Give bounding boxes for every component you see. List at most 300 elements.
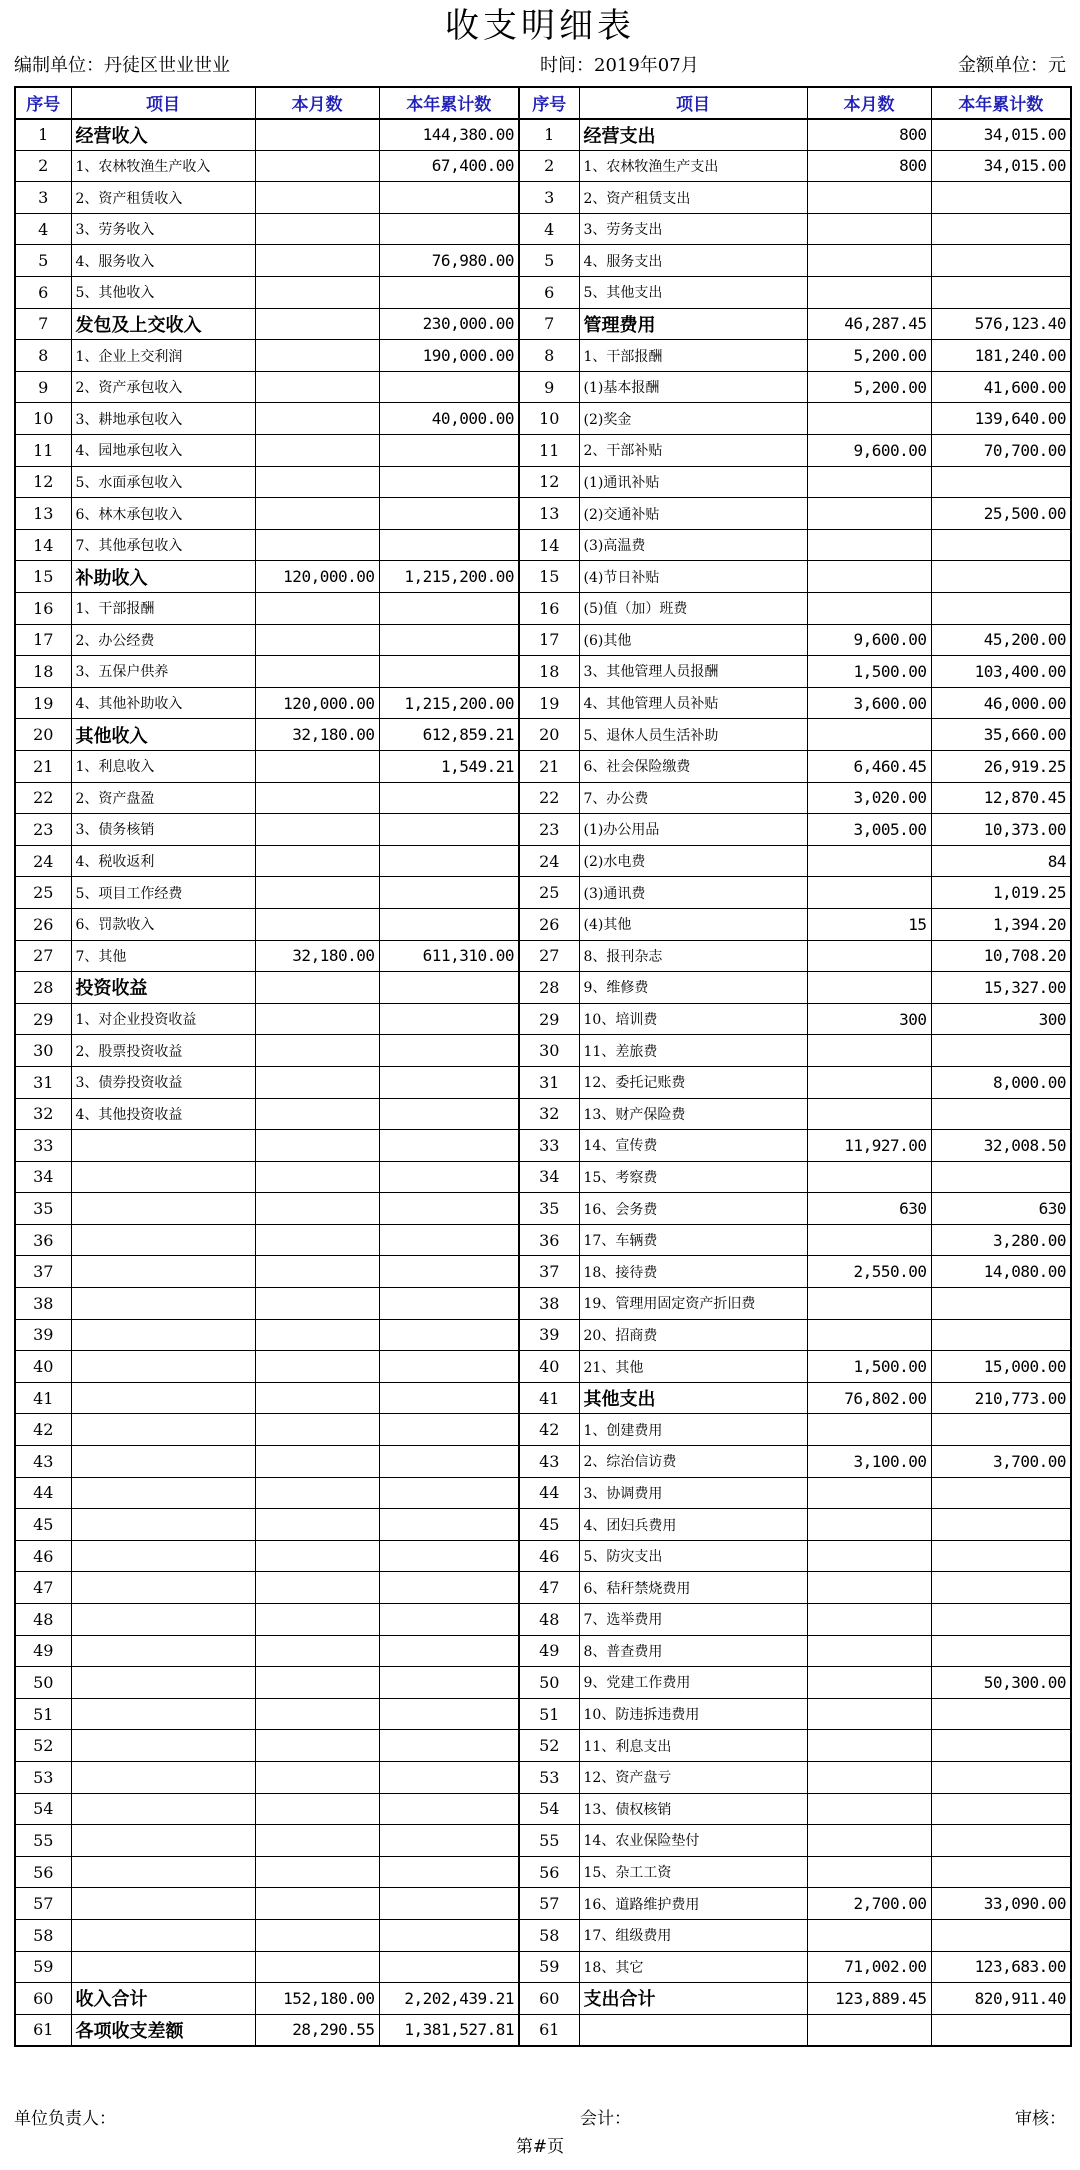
expense-ytd-amount bbox=[931, 1161, 1071, 1193]
table-row bbox=[15, 1193, 1071, 1225]
expense-month-amount bbox=[807, 1761, 931, 1793]
expense-line-no: 9 bbox=[519, 371, 579, 403]
income-item: 3、五保户供养 bbox=[71, 656, 255, 688]
table-row bbox=[15, 1288, 1071, 1320]
expense-item: 19、管理用固定资产折旧费 bbox=[579, 1288, 807, 1320]
table-row bbox=[15, 1351, 1071, 1383]
expense-month-amount bbox=[807, 1698, 931, 1730]
expense-month-amount: 15 bbox=[807, 908, 931, 940]
expense-ytd-amount: 10,708.20 bbox=[931, 940, 1071, 972]
income-month-amount bbox=[255, 1414, 379, 1446]
income-line-no: 24 bbox=[15, 845, 71, 877]
expense-item: 16、道路维护费用 bbox=[579, 1888, 807, 1920]
expense-month-amount: 2,700.00 bbox=[807, 1888, 931, 1920]
income-item: 其他收入 bbox=[71, 719, 255, 751]
income-month-amount bbox=[255, 1698, 379, 1730]
expense-ytd-amount: 820,911.40 bbox=[931, 1983, 1071, 2015]
expense-ytd-amount: 84 bbox=[931, 845, 1071, 877]
income-line-no: 47 bbox=[15, 1572, 71, 1604]
table-row bbox=[15, 1983, 1071, 2015]
income-ytd-amount bbox=[379, 1035, 519, 1067]
expense-month-amount bbox=[807, 1730, 931, 1762]
expense-ytd-amount: 45,200.00 bbox=[931, 624, 1071, 656]
income-line-no: 4 bbox=[15, 213, 71, 245]
expense-month-amount bbox=[807, 529, 931, 561]
income-month-amount bbox=[255, 782, 379, 814]
income-ytd-amount: 76,980.00 bbox=[379, 245, 519, 277]
expense-line-no: 31 bbox=[519, 1066, 579, 1098]
expense-item: 9、党建工作费用 bbox=[579, 1667, 807, 1699]
expense-line-no: 3 bbox=[519, 182, 579, 214]
expense-ytd-amount: 34,015.00 bbox=[931, 119, 1071, 151]
income-month-amount bbox=[255, 1224, 379, 1256]
income-line-no: 49 bbox=[15, 1635, 71, 1667]
expense-item: (3)高温费 bbox=[579, 529, 807, 561]
table-row bbox=[15, 2014, 1071, 2046]
income-item: 1、利息收入 bbox=[71, 750, 255, 782]
expense-line-no: 2 bbox=[519, 150, 579, 182]
expense-month-amount bbox=[807, 593, 931, 625]
expense-month-amount: 11,927.00 bbox=[807, 1130, 931, 1162]
income-ytd-amount bbox=[379, 1730, 519, 1762]
expense-item: 2、综治信访费 bbox=[579, 1446, 807, 1478]
header-income-item: 项目 bbox=[71, 87, 255, 119]
income-month-amount bbox=[255, 1572, 379, 1604]
expense-ytd-amount: 70,700.00 bbox=[931, 435, 1071, 467]
table-row bbox=[15, 1382, 1071, 1414]
income-item: 投资收益 bbox=[71, 972, 255, 1004]
expense-item: 20、招商费 bbox=[579, 1319, 807, 1351]
expense-month-amount bbox=[807, 1224, 931, 1256]
expense-line-no: 21 bbox=[519, 750, 579, 782]
expense-month-amount: 800 bbox=[807, 150, 931, 182]
expense-item: 其他支出 bbox=[579, 1382, 807, 1414]
income-line-no: 27 bbox=[15, 940, 71, 972]
table-row bbox=[15, 1509, 1071, 1541]
expense-item: 9、维修费 bbox=[579, 972, 807, 1004]
table-row bbox=[15, 1919, 1071, 1951]
expense-ytd-amount: 1,394.20 bbox=[931, 908, 1071, 940]
income-month-amount bbox=[255, 1130, 379, 1162]
table-row bbox=[15, 1066, 1071, 1098]
table-row bbox=[15, 656, 1071, 688]
expense-item: 7、选举费用 bbox=[579, 1604, 807, 1636]
income-item bbox=[71, 1825, 255, 1857]
income-line-no: 56 bbox=[15, 1856, 71, 1888]
expense-item: (4)其他 bbox=[579, 908, 807, 940]
table-row bbox=[15, 1035, 1071, 1067]
income-item bbox=[71, 1256, 255, 1288]
income-month-amount bbox=[255, 1540, 379, 1572]
income-ytd-amount bbox=[379, 656, 519, 688]
table-row bbox=[15, 1888, 1071, 1920]
expense-item: (5)值（加）班费 bbox=[579, 593, 807, 625]
expense-item: 4、服务支出 bbox=[579, 245, 807, 277]
income-item bbox=[71, 1793, 255, 1825]
income-item: 5、其他收入 bbox=[71, 277, 255, 309]
table-row bbox=[15, 877, 1071, 909]
expense-ytd-amount bbox=[931, 1698, 1071, 1730]
income-item: 4、其他补助收入 bbox=[71, 687, 255, 719]
expense-ytd-amount bbox=[931, 1414, 1071, 1446]
income-month-amount bbox=[255, 1066, 379, 1098]
income-ytd-amount bbox=[379, 1635, 519, 1667]
table-row bbox=[15, 719, 1071, 751]
expense-month-amount: 46,287.45 bbox=[807, 308, 931, 340]
expense-ytd-amount bbox=[931, 1635, 1071, 1667]
income-item bbox=[71, 1888, 255, 1920]
income-item: 6、林木承包收入 bbox=[71, 498, 255, 530]
income-month-amount bbox=[255, 371, 379, 403]
expense-line-no: 57 bbox=[519, 1888, 579, 1920]
income-month-amount bbox=[255, 877, 379, 909]
income-item: 2、资产盘盈 bbox=[71, 782, 255, 814]
header-expense-month: 本月数 bbox=[807, 87, 931, 119]
income-ytd-amount bbox=[379, 624, 519, 656]
expense-ytd-amount bbox=[931, 1035, 1071, 1067]
table-row bbox=[15, 1130, 1071, 1162]
income-month-amount bbox=[255, 1825, 379, 1857]
table-body bbox=[15, 119, 1071, 2046]
expense-line-no: 39 bbox=[519, 1319, 579, 1351]
income-line-no: 23 bbox=[15, 814, 71, 846]
expense-month-amount: 9,600.00 bbox=[807, 624, 931, 656]
income-item: 6、罚款收入 bbox=[71, 908, 255, 940]
expense-ytd-amount bbox=[931, 1319, 1071, 1351]
expense-item: 4、团妇兵费用 bbox=[579, 1509, 807, 1541]
income-item: 3、债务核销 bbox=[71, 814, 255, 846]
income-line-no: 37 bbox=[15, 1256, 71, 1288]
table-row bbox=[15, 1604, 1071, 1636]
expense-line-no: 30 bbox=[519, 1035, 579, 1067]
expense-ytd-amount bbox=[931, 529, 1071, 561]
income-ytd-amount: 1,381,527.81 bbox=[379, 2014, 519, 2046]
income-item: 1、企业上交利润 bbox=[71, 340, 255, 372]
income-ytd-amount: 230,000.00 bbox=[379, 308, 519, 340]
income-line-no: 19 bbox=[15, 687, 71, 719]
income-month-amount bbox=[255, 1888, 379, 1920]
expense-ytd-amount bbox=[931, 1288, 1071, 1320]
income-line-no: 58 bbox=[15, 1919, 71, 1951]
expense-line-no: 23 bbox=[519, 814, 579, 846]
signature-line bbox=[14, 2106, 1066, 2132]
income-month-amount bbox=[255, 213, 379, 245]
expense-line-no: 54 bbox=[519, 1793, 579, 1825]
income-ytd-amount bbox=[379, 435, 519, 467]
income-ytd-amount bbox=[379, 1572, 519, 1604]
income-line-no: 35 bbox=[15, 1193, 71, 1225]
expense-month-amount bbox=[807, 1288, 931, 1320]
income-month-amount bbox=[255, 498, 379, 530]
table-row bbox=[15, 1698, 1071, 1730]
expense-item: 14、宣传费 bbox=[579, 1130, 807, 1162]
expense-item: 1、农林牧渔生产支出 bbox=[579, 150, 807, 182]
page-number: 第#页 bbox=[515, 2137, 565, 2157]
expense-ytd-amount bbox=[931, 1098, 1071, 1130]
income-line-no: 61 bbox=[15, 2014, 71, 2046]
income-line-no: 31 bbox=[15, 1066, 71, 1098]
income-ytd-amount bbox=[379, 182, 519, 214]
income-expense-table bbox=[14, 86, 1072, 2047]
income-line-no: 26 bbox=[15, 908, 71, 940]
expense-ytd-amount: 50,300.00 bbox=[931, 1667, 1071, 1699]
income-item: 2、办公经费 bbox=[71, 624, 255, 656]
expense-ytd-amount: 32,008.50 bbox=[931, 1130, 1071, 1162]
income-ytd-amount bbox=[379, 908, 519, 940]
income-ytd-amount bbox=[379, 277, 519, 309]
expense-item: 21、其他 bbox=[579, 1351, 807, 1383]
expense-line-no: 55 bbox=[519, 1825, 579, 1857]
income-month-amount bbox=[255, 1856, 379, 1888]
expense-item: 经营支出 bbox=[579, 119, 807, 151]
expense-line-no: 60 bbox=[519, 1983, 579, 2015]
income-item bbox=[71, 1919, 255, 1951]
table-row bbox=[15, 750, 1071, 782]
income-line-no: 38 bbox=[15, 1288, 71, 1320]
income-month-amount bbox=[255, 340, 379, 372]
income-line-no: 10 bbox=[15, 403, 71, 435]
table-row bbox=[15, 1761, 1071, 1793]
table-row bbox=[15, 814, 1071, 846]
expense-item: 14、农业保险垫付 bbox=[579, 1825, 807, 1857]
income-line-no: 25 bbox=[15, 877, 71, 909]
income-ytd-amount bbox=[379, 1540, 519, 1572]
table-row bbox=[15, 245, 1071, 277]
income-line-no: 59 bbox=[15, 1951, 71, 1983]
income-ytd-amount bbox=[379, 1066, 519, 1098]
income-ytd-amount bbox=[379, 466, 519, 498]
income-month-amount bbox=[255, 466, 379, 498]
income-item bbox=[71, 1761, 255, 1793]
expense-item: 15、杂工工资 bbox=[579, 1856, 807, 1888]
table-row bbox=[15, 1635, 1071, 1667]
table-row bbox=[15, 1572, 1071, 1604]
table-row bbox=[15, 466, 1071, 498]
income-line-no: 46 bbox=[15, 1540, 71, 1572]
income-item bbox=[71, 1319, 255, 1351]
expense-line-no: 34 bbox=[519, 1161, 579, 1193]
income-month-amount bbox=[255, 1288, 379, 1320]
income-ytd-amount: 40,000.00 bbox=[379, 403, 519, 435]
table-row bbox=[15, 1793, 1071, 1825]
expense-ytd-amount: 41,600.00 bbox=[931, 371, 1071, 403]
income-line-no: 28 bbox=[15, 972, 71, 1004]
expense-line-no: 18 bbox=[519, 656, 579, 688]
income-line-no: 9 bbox=[15, 371, 71, 403]
expense-month-amount bbox=[807, 2014, 931, 2046]
table-row bbox=[15, 624, 1071, 656]
expense-month-amount: 3,600.00 bbox=[807, 687, 931, 719]
income-item bbox=[71, 1540, 255, 1572]
income-month-amount bbox=[255, 1667, 379, 1699]
income-item: 5、水面承包收入 bbox=[71, 466, 255, 498]
income-month-amount bbox=[255, 908, 379, 940]
income-month-amount bbox=[255, 1951, 379, 1983]
expense-line-no: 61 bbox=[519, 2014, 579, 2046]
income-line-no: 22 bbox=[15, 782, 71, 814]
expense-item: 11、利息支出 bbox=[579, 1730, 807, 1762]
expense-item: 3、协调费用 bbox=[579, 1477, 807, 1509]
expense-line-no: 27 bbox=[519, 940, 579, 972]
table-row bbox=[15, 182, 1071, 214]
income-month-amount bbox=[255, 403, 379, 435]
expense-line-no: 10 bbox=[519, 403, 579, 435]
expense-item: 17、组级费用 bbox=[579, 1919, 807, 1951]
currency-unit: 金额单位：元 bbox=[958, 55, 1066, 76]
income-month-amount bbox=[255, 182, 379, 214]
expense-month-amount bbox=[807, 1319, 931, 1351]
income-month-amount bbox=[255, 1161, 379, 1193]
expense-ytd-amount bbox=[931, 1477, 1071, 1509]
expense-ytd-amount bbox=[931, 2014, 1071, 2046]
income-ytd-amount bbox=[379, 1825, 519, 1857]
expense-month-amount bbox=[807, 1572, 931, 1604]
expense-line-no: 24 bbox=[519, 845, 579, 877]
expense-line-no: 8 bbox=[519, 340, 579, 372]
expense-item: (4)节日补贴 bbox=[579, 561, 807, 593]
income-item: 7、其他 bbox=[71, 940, 255, 972]
expense-month-amount: 2,550.00 bbox=[807, 1256, 931, 1288]
expense-ytd-amount: 181,240.00 bbox=[931, 340, 1071, 372]
table-row bbox=[15, 1477, 1071, 1509]
expense-item: 6、秸秆禁烧费用 bbox=[579, 1572, 807, 1604]
table-row bbox=[15, 371, 1071, 403]
income-month-amount bbox=[255, 1635, 379, 1667]
expense-month-amount: 1,500.00 bbox=[807, 1351, 931, 1383]
income-month-amount bbox=[255, 1919, 379, 1951]
income-line-no: 50 bbox=[15, 1667, 71, 1699]
expense-ytd-amount: 12,870.45 bbox=[931, 782, 1071, 814]
expense-month-amount: 3,020.00 bbox=[807, 782, 931, 814]
table-row bbox=[15, 1446, 1071, 1478]
income-item bbox=[71, 1509, 255, 1541]
expense-item: (2)奖金 bbox=[579, 403, 807, 435]
expense-month-amount bbox=[807, 213, 931, 245]
income-line-no: 34 bbox=[15, 1161, 71, 1193]
expense-line-no: 46 bbox=[519, 1540, 579, 1572]
expense-item: 10、防违拆违费用 bbox=[579, 1698, 807, 1730]
expense-item: 1、创建费用 bbox=[579, 1414, 807, 1446]
expense-ytd-amount: 630 bbox=[931, 1193, 1071, 1225]
expense-month-amount bbox=[807, 845, 931, 877]
expense-month-amount bbox=[807, 1477, 931, 1509]
income-ytd-amount bbox=[379, 213, 519, 245]
expense-month-amount: 5,200.00 bbox=[807, 340, 931, 372]
expense-item: 13、债权核销 bbox=[579, 1793, 807, 1825]
expense-month-amount: 3,005.00 bbox=[807, 814, 931, 846]
income-line-no: 11 bbox=[15, 435, 71, 467]
income-ytd-amount bbox=[379, 1256, 519, 1288]
expense-month-amount bbox=[807, 277, 931, 309]
expense-month-amount bbox=[807, 1509, 931, 1541]
table-row bbox=[15, 1003, 1071, 1035]
table-row bbox=[15, 435, 1071, 467]
header-income-month: 本月数 bbox=[255, 87, 379, 119]
expense-month-amount bbox=[807, 561, 931, 593]
expense-item: 13、财产保险费 bbox=[579, 1098, 807, 1130]
income-item: 3、债券投资收益 bbox=[71, 1066, 255, 1098]
income-item: 发包及上交收入 bbox=[71, 308, 255, 340]
table-row bbox=[15, 340, 1071, 372]
unit-head-label: 单位负责人： bbox=[14, 2109, 116, 2129]
expense-line-no: 5 bbox=[519, 245, 579, 277]
expense-item: 15、考察费 bbox=[579, 1161, 807, 1193]
income-line-no: 3 bbox=[15, 182, 71, 214]
expense-item: 1、干部报酬 bbox=[579, 340, 807, 372]
expense-month-amount bbox=[807, 1414, 931, 1446]
expense-month-amount: 1,500.00 bbox=[807, 656, 931, 688]
expense-line-no: 32 bbox=[519, 1098, 579, 1130]
income-ytd-amount bbox=[379, 1288, 519, 1320]
income-month-amount bbox=[255, 1319, 379, 1351]
expense-ytd-amount: 210,773.00 bbox=[931, 1382, 1071, 1414]
income-line-no: 8 bbox=[15, 340, 71, 372]
income-month-amount bbox=[255, 1477, 379, 1509]
table-row bbox=[15, 845, 1071, 877]
table-row bbox=[15, 1730, 1071, 1762]
header-income-ytd: 本年累计数 bbox=[379, 87, 519, 119]
income-ytd-amount bbox=[379, 1224, 519, 1256]
income-ytd-amount bbox=[379, 1098, 519, 1130]
income-line-no: 33 bbox=[15, 1130, 71, 1162]
income-ytd-amount: 67,400.00 bbox=[379, 150, 519, 182]
income-month-amount bbox=[255, 1256, 379, 1288]
income-ytd-amount bbox=[379, 1698, 519, 1730]
income-line-no: 2 bbox=[15, 150, 71, 182]
expense-ytd-amount: 103,400.00 bbox=[931, 656, 1071, 688]
income-line-no: 36 bbox=[15, 1224, 71, 1256]
expense-month-amount bbox=[807, 1604, 931, 1636]
income-month-amount: 32,180.00 bbox=[255, 719, 379, 751]
expense-item: 16、会务费 bbox=[579, 1193, 807, 1225]
table-row bbox=[15, 972, 1071, 1004]
income-line-no: 6 bbox=[15, 277, 71, 309]
expense-item: 7、办公费 bbox=[579, 782, 807, 814]
income-month-amount bbox=[255, 277, 379, 309]
income-item bbox=[71, 1635, 255, 1667]
expense-line-no: 12 bbox=[519, 466, 579, 498]
income-item: 4、服务收入 bbox=[71, 245, 255, 277]
expense-month-amount bbox=[807, 1919, 931, 1951]
expense-month-amount bbox=[807, 1825, 931, 1857]
expense-month-amount bbox=[807, 1161, 931, 1193]
expense-line-no: 43 bbox=[519, 1446, 579, 1478]
income-line-no: 18 bbox=[15, 656, 71, 688]
income-month-amount bbox=[255, 1098, 379, 1130]
expense-line-no: 48 bbox=[519, 1604, 579, 1636]
income-item bbox=[71, 1604, 255, 1636]
expense-ytd-amount: 33,090.00 bbox=[931, 1888, 1071, 1920]
expense-month-amount bbox=[807, 972, 931, 1004]
income-item: 1、对企业投资收益 bbox=[71, 1003, 255, 1035]
income-item: 补助收入 bbox=[71, 561, 255, 593]
expense-item: (6)其他 bbox=[579, 624, 807, 656]
report-title: 收支明细表 bbox=[445, 6, 635, 46]
table-row bbox=[15, 403, 1071, 435]
expense-line-no: 25 bbox=[519, 877, 579, 909]
expense-ytd-amount: 10,373.00 bbox=[931, 814, 1071, 846]
expense-line-no: 29 bbox=[519, 1003, 579, 1035]
expense-ytd-amount: 34,015.00 bbox=[931, 150, 1071, 182]
income-item bbox=[71, 1193, 255, 1225]
expense-line-no: 15 bbox=[519, 561, 579, 593]
income-line-no: 17 bbox=[15, 624, 71, 656]
income-line-no: 60 bbox=[15, 1983, 71, 2015]
expense-ytd-amount: 25,500.00 bbox=[931, 498, 1071, 530]
income-ytd-amount bbox=[379, 845, 519, 877]
expense-month-amount bbox=[807, 498, 931, 530]
expense-line-no: 28 bbox=[519, 972, 579, 1004]
